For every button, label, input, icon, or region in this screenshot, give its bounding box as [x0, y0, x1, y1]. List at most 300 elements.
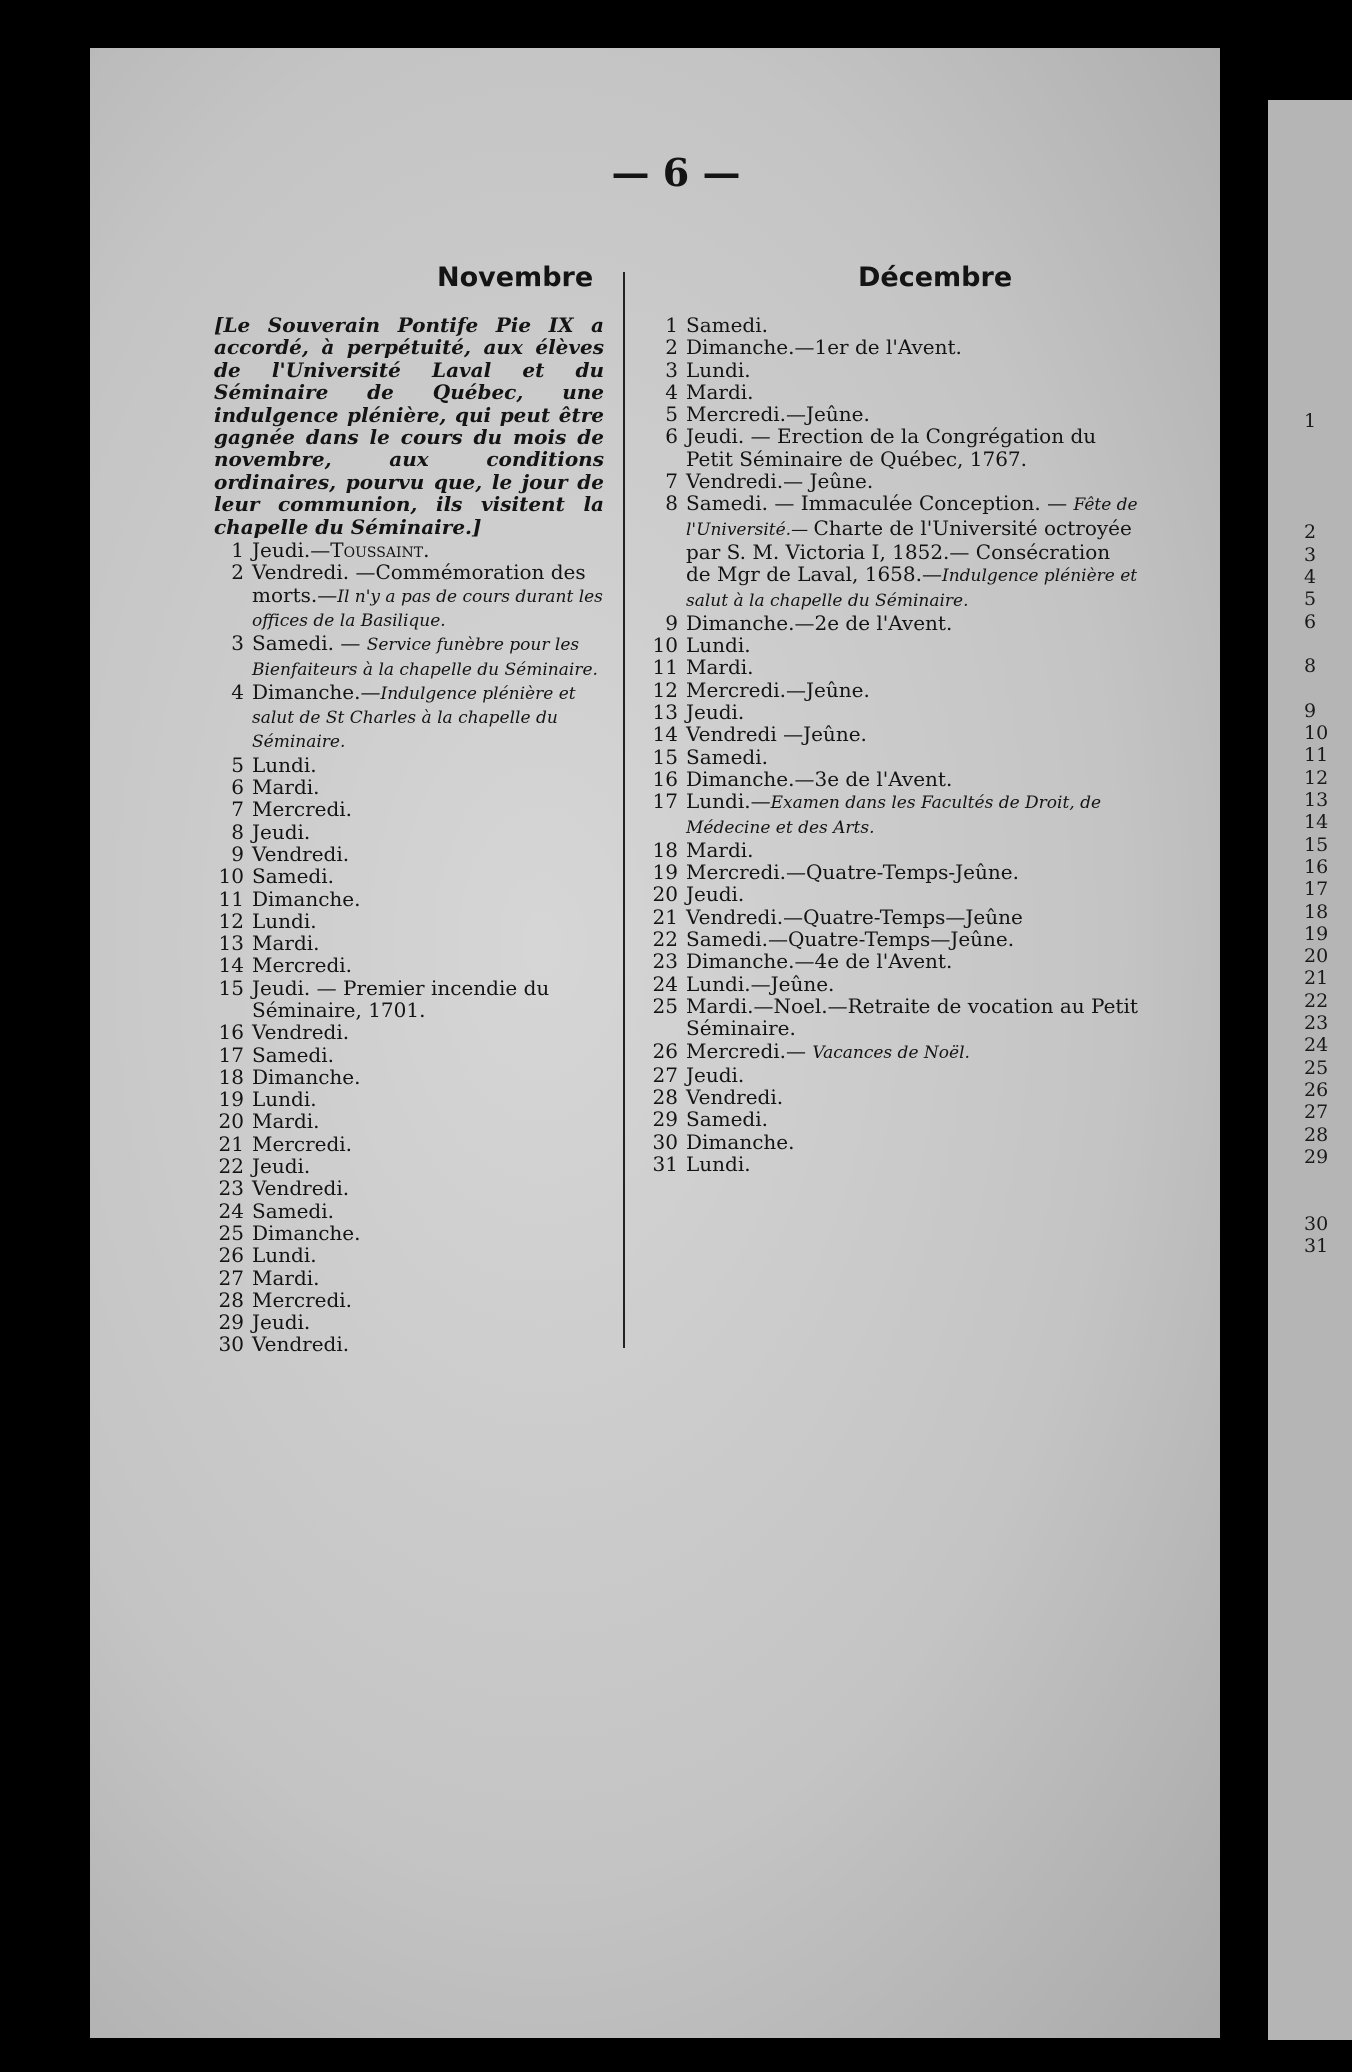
december-day-label: Lundi. [686, 1151, 751, 1176]
december-entry [648, 1108, 1138, 1130]
december-day-number: 13 [652, 700, 678, 725]
november-day-label: Dimanche. [252, 886, 361, 911]
november-day-number: 13 [218, 931, 244, 956]
adjacent-page-number: 24 [1304, 1034, 1329, 1057]
november-entry [214, 798, 604, 820]
november-day-text [252, 1110, 604, 1132]
december-day-number: 15 [652, 744, 678, 769]
december-list [648, 314, 1138, 1175]
december-day-text [686, 701, 1138, 723]
december-observance: Fête de l'Université.— [686, 495, 1138, 540]
adjacent-page-number: 23 [1304, 1012, 1329, 1035]
december-day-text [686, 995, 1138, 1040]
november-day-label: Samedi. [252, 864, 334, 889]
november-day-text [252, 954, 604, 976]
december-day-label: Mercredi.— [686, 1038, 813, 1063]
december-entry [648, 883, 1138, 905]
november-day-label: Lundi. [252, 752, 317, 777]
november-day-text [252, 1333, 604, 1355]
december-day-number: 21 [652, 904, 678, 929]
december-day-text [686, 723, 1138, 745]
november-day-text [252, 754, 604, 776]
december-day-text [686, 790, 1138, 839]
december-entry [648, 861, 1138, 883]
november-day-text [252, 681, 604, 754]
december-day-number: 24 [652, 971, 678, 996]
december-entry [648, 1040, 1138, 1064]
adjacent-page-number: 26 [1304, 1078, 1329, 1101]
december-day-text [686, 883, 1138, 905]
december-column [648, 314, 1138, 1175]
december-day-number: 28 [652, 1085, 678, 1110]
adjacent-page-number: 31 [1304, 1234, 1329, 1257]
december-day-number: 27 [652, 1062, 678, 1087]
november-entry [214, 1088, 604, 1110]
december-day-label: Dimanche.—1er de l'Avent. [686, 335, 962, 360]
november-day-label: Samedi. [252, 1198, 334, 1223]
december-day-text [686, 470, 1138, 492]
november-day-number: 20 [218, 1109, 244, 1134]
december-day-number: 3 [665, 357, 678, 382]
adjacent-page-number: 12 [1304, 766, 1329, 789]
december-day-text [686, 1040, 1138, 1064]
december-entry [648, 634, 1138, 656]
november-entry [214, 1021, 604, 1043]
adjacent-page-number: 30 [1304, 1212, 1329, 1235]
december-day-text [686, 634, 1138, 656]
november-note: [Le Souverain Pontife Pie IX a accordé, à perpétuité, aux élèves de l'Université Laval et du Séminaire de Québec, une indulgence plénière, qui peut être gagnée dans le cours du mois de novembre, aux conditions ordinaires, pourvu que, le jour de leur communion, ils visitent la chapelle du Séminaire.] [214, 313, 604, 539]
adjacent-page-number: 10 [1304, 722, 1329, 745]
november-day-label: Vendredi. —Commémoration des morts.— [252, 560, 586, 607]
december-entry [648, 790, 1138, 839]
november-day-text [252, 1088, 604, 1110]
december-entry [648, 656, 1138, 678]
december-day-text [686, 906, 1138, 928]
december-entry [648, 1064, 1138, 1086]
november-day-number: 2 [231, 560, 244, 585]
december-entry [648, 950, 1138, 972]
november-day-text [252, 561, 604, 632]
november-day-label: Jeudi. [252, 1154, 311, 1179]
november-day-text [252, 1044, 604, 1066]
adjacent-page-number: 19 [1304, 922, 1329, 945]
december-day-number: 20 [652, 882, 678, 907]
adjacent-page-number [1304, 455, 1328, 477]
november-day-text [252, 1244, 604, 1266]
december-day-label: Samedi. [686, 744, 768, 769]
december-day-label: Samedi. [686, 1107, 768, 1132]
november-entry [214, 1155, 604, 1177]
december-day-number: 2 [665, 335, 678, 360]
november-day-label: Mercredi. [252, 797, 353, 822]
november-day-text [252, 977, 604, 1022]
december-day-number: 31 [652, 1151, 678, 1176]
november-entry [214, 1267, 604, 1289]
adjacent-page-number: 1 [1304, 410, 1317, 432]
november-day-number: 10 [218, 864, 244, 889]
december-entry [648, 995, 1138, 1040]
december-day-number: 7 [665, 469, 678, 494]
november-day-number: 14 [218, 953, 244, 978]
december-entry [648, 1153, 1138, 1175]
december-day-label: Jeudi. — Erection de la Congrégation du Petit Séminaire de Québec, 1767. [686, 424, 1097, 471]
december-day-label: Vendredi. [686, 1085, 784, 1110]
adjacent-page-number: 11 [1304, 744, 1329, 767]
december-day-number: 11 [652, 655, 678, 680]
december-day-label: Mardi.—Noel.—Retraite de vocation au Petit Séminaire. [686, 993, 1138, 1041]
december-day-text [686, 679, 1138, 701]
adjacent-page-number [1304, 477, 1328, 499]
column-divider [623, 272, 625, 1348]
december-entry [648, 425, 1138, 470]
december-day-text [686, 381, 1138, 403]
november-day-label: Lundi. [252, 1243, 317, 1268]
november-day-label: Lundi. [252, 908, 317, 933]
december-day-label: Jeudi. [686, 1062, 745, 1087]
adjacent-page-number: 2 [1304, 521, 1317, 544]
december-day-label: Samedi. — Immaculée Conception. — [686, 491, 1074, 516]
december-day-number: 4 [665, 379, 678, 404]
november-day-number: 17 [218, 1042, 244, 1067]
december-day-text [686, 359, 1138, 381]
december-entry [648, 612, 1138, 634]
december-day-label: Mardi. [686, 655, 754, 680]
december-observance: Indulgence plénière et salut à la chapelle du Séminaire. [686, 566, 1138, 611]
november-day-text [252, 888, 604, 910]
december-day-number: 9 [665, 610, 678, 635]
december-day-number: 1 [665, 313, 678, 337]
november-day-number: 21 [218, 1131, 244, 1156]
november-entry [214, 1289, 604, 1311]
december-day-text [686, 612, 1138, 634]
adjacent-page-number [1304, 499, 1328, 521]
november-day-number: 29 [218, 1310, 244, 1335]
adjacent-page-number: 21 [1304, 967, 1329, 990]
adjacent-page-number: 25 [1304, 1056, 1329, 1079]
december-day-text [686, 973, 1138, 995]
november-day-text [252, 910, 604, 932]
november-day-text [252, 843, 604, 865]
november-day-label: Vendredi. [252, 1176, 350, 1201]
november-entry [214, 1177, 604, 1199]
december-entry [648, 973, 1138, 995]
november-feast: Toussaint. [330, 538, 430, 563]
page-number: — 6 — [611, 150, 741, 195]
december-day-number: 12 [652, 677, 678, 702]
november-entry [214, 843, 604, 865]
november-heading: Novembre [437, 262, 594, 293]
november-day-label: Dimanche. [252, 1220, 361, 1245]
november-day-label: Vendredi. [252, 1332, 350, 1357]
december-day-label: Mercredi.—Jeûne. [686, 677, 870, 702]
november-day-number: 15 [218, 975, 244, 1000]
december-day-label: Lundi.— [686, 789, 771, 814]
november-entry [214, 910, 604, 932]
adjacent-page-number: 18 [1304, 900, 1329, 923]
adjacent-page-number [1304, 1168, 1328, 1190]
november-day-number: 18 [218, 1064, 244, 1089]
november-day-label: Jeudi. — Premier incendie du Séminaire, 1701. [252, 975, 550, 1022]
november-day-number: 19 [218, 1087, 244, 1112]
adjacent-page-number: 28 [1304, 1123, 1329, 1146]
november-day-number: 1 [231, 538, 244, 563]
december-day-text [686, 950, 1138, 972]
december-day-number: 18 [652, 837, 678, 862]
november-day-text [252, 1133, 604, 1155]
adjacent-page-number: 9 [1304, 699, 1317, 722]
november-day-label: Mercredi. [252, 953, 353, 978]
november-day-text [252, 1289, 604, 1311]
adjacent-page-number: 15 [1304, 833, 1329, 856]
december-day-number: 17 [652, 789, 678, 814]
november-entry [214, 776, 604, 798]
november-day-number: 8 [231, 819, 244, 844]
november-day-label: Vendredi. [252, 1020, 350, 1045]
december-observance-detail: Charte de l'Université octroyée par S. M. Victoria I, 1852.— Consécration de Mgr de Laval, 1658.— [686, 515, 1132, 587]
december-day-text [686, 314, 1138, 336]
december-day-text [686, 1086, 1138, 1108]
november-day-number: 7 [231, 797, 244, 822]
november-day-number: 5 [231, 752, 244, 777]
december-day-number: 10 [652, 633, 678, 658]
november-day-number: 11 [218, 886, 244, 911]
november-entry [214, 632, 604, 681]
november-day-label: Samedi. — [252, 631, 367, 656]
december-day-label: Dimanche.—3e de l'Avent. [686, 766, 953, 791]
december-day-text [686, 1131, 1138, 1153]
november-day-number: 6 [231, 775, 244, 800]
december-day-text [686, 861, 1138, 883]
november-entry [214, 1133, 604, 1155]
november-entry [214, 1333, 604, 1355]
november-day-label: Dimanche.— [252, 679, 381, 704]
december-entry [648, 679, 1138, 701]
november-day-text [252, 1066, 604, 1088]
november-day-text [252, 1200, 604, 1222]
adjacent-page-number [1304, 1190, 1328, 1212]
december-day-label: Jeudi. [686, 700, 745, 725]
december-day-number: 14 [652, 722, 678, 747]
december-day-number: 8 [665, 491, 678, 516]
november-entry [214, 1110, 604, 1132]
december-entry [648, 492, 1138, 611]
november-entry [214, 1222, 604, 1244]
december-entry [648, 1131, 1138, 1153]
november-entry [214, 1311, 604, 1333]
adjacent-page-number: 22 [1304, 989, 1329, 1012]
december-day-number: 25 [652, 993, 678, 1018]
november-entry [214, 539, 604, 561]
december-day-label: Mercredi.—Jeûne. [686, 402, 870, 427]
december-day-label: Dimanche. [686, 1129, 795, 1154]
adjacent-page-number: 4 [1304, 566, 1317, 589]
december-day-text [686, 425, 1138, 470]
december-entry [648, 928, 1138, 950]
november-day-number: 4 [231, 679, 244, 704]
december-entry [648, 336, 1138, 358]
december-day-number: 16 [652, 766, 678, 791]
adjacent-page-number: 8 [1304, 655, 1317, 678]
december-heading: Décembre [858, 262, 1013, 293]
november-day-label: Mercredi. [252, 1131, 353, 1156]
december-entry [648, 746, 1138, 768]
adjacent-page-number: 27 [1304, 1101, 1329, 1124]
november-observance: Service funèbre pour les Bienfaiteurs à la chapelle du Séminaire. [252, 635, 598, 680]
december-day-label: Vendredi.—Quatre-Temps—Jeûne [686, 904, 1023, 929]
november-day-text [252, 821, 604, 843]
december-entry [648, 839, 1138, 861]
november-day-text [252, 632, 604, 681]
december-day-number: 29 [652, 1107, 678, 1132]
november-day-number: 24 [218, 1198, 244, 1223]
december-day-number: 5 [665, 402, 678, 427]
december-entry [648, 701, 1138, 723]
november-day-text [252, 1267, 604, 1289]
november-day-label: Vendredi. [252, 841, 350, 866]
november-day-number: 3 [231, 631, 244, 656]
adjacent-page-number: 5 [1304, 588, 1317, 611]
november-entry [214, 1200, 604, 1222]
december-day-label: Dimanche.—4e de l'Avent. [686, 949, 953, 974]
november-observance: Indulgence plénière et salut de St Charles à la chapelle du Séminaire. [252, 683, 576, 753]
december-day-label: Jeudi. [686, 882, 745, 907]
november-day-text [252, 776, 604, 798]
adjacent-page-number: 16 [1304, 855, 1329, 878]
december-day-number: 6 [665, 424, 678, 449]
november-day-number: 23 [218, 1176, 244, 1201]
november-day-number: 30 [218, 1332, 244, 1357]
december-entry [648, 403, 1138, 425]
december-day-text [686, 492, 1138, 611]
december-entry [648, 381, 1138, 403]
november-entry [214, 865, 604, 887]
adjacent-page-number [1304, 633, 1328, 655]
november-day-label: Mardi. [252, 1109, 320, 1134]
december-day-text [686, 768, 1138, 790]
december-entry [648, 723, 1138, 745]
december-day-text [686, 1108, 1138, 1130]
november-day-text [252, 865, 604, 887]
december-day-label: Mercredi.—Quatre-Temps-Jeûne. [686, 860, 1019, 885]
adjacent-page-number: 3 [1304, 543, 1317, 566]
november-day-number: 22 [218, 1154, 244, 1179]
november-day-text [252, 1021, 604, 1043]
december-day-text [686, 746, 1138, 768]
december-day-text [686, 403, 1138, 425]
november-entry [214, 1044, 604, 1066]
november-day-label: Samedi. [252, 1042, 334, 1067]
december-day-label: Samedi.—Quatre-Temps—Jeûne. [686, 927, 1015, 952]
november-entry [214, 561, 604, 632]
november-observance: Il n'y a pas de cours durant les offices de la Basilique. [252, 586, 603, 631]
december-entry [648, 359, 1138, 381]
december-day-label: Mardi. [686, 379, 754, 404]
november-entry [214, 754, 604, 776]
november-day-text [252, 798, 604, 820]
december-day-label: Mardi. [686, 837, 754, 862]
november-day-label: Lundi. [252, 1087, 317, 1112]
november-entry [214, 1066, 604, 1088]
november-day-label: Jeudi. [252, 1310, 311, 1335]
november-day-label: Mercredi. [252, 1287, 353, 1312]
adjacent-page-number: 13 [1304, 789, 1329, 812]
november-day-number: 27 [218, 1265, 244, 1290]
december-day-label: Lundi.—Jeûne. [686, 971, 835, 996]
november-day-number: 16 [218, 1020, 244, 1045]
adjacent-page-numbers [1304, 410, 1328, 1257]
november-day-number: 26 [218, 1243, 244, 1268]
adjacent-page-number: 6 [1304, 610, 1317, 633]
adjacent-page-number: 14 [1304, 811, 1329, 834]
december-day-number: 19 [652, 860, 678, 885]
december-day-number: 23 [652, 949, 678, 974]
december-day-number: 22 [652, 927, 678, 952]
november-day-label: Dimanche. [252, 1064, 361, 1089]
december-day-label: Lundi. [686, 357, 751, 382]
november-entry [214, 821, 604, 843]
december-entry [648, 1086, 1138, 1108]
november-day-text [252, 1222, 604, 1244]
november-day-text [252, 932, 604, 954]
adjacent-page-number: 17 [1304, 878, 1329, 901]
november-day-text [252, 1155, 604, 1177]
december-observance: Examen dans les Facultés de Droit, de Médecine et des Arts. [686, 793, 1102, 838]
november-column [214, 314, 604, 1356]
adjacent-page-number: 20 [1304, 945, 1329, 968]
november-day-label: Mardi. [252, 1265, 320, 1290]
november-list [214, 539, 604, 1356]
november-day-number: 12 [218, 908, 244, 933]
december-day-label: Samedi. [686, 313, 768, 337]
december-day-text [686, 336, 1138, 358]
adjacent-page-number [1304, 432, 1328, 454]
december-day-label: Dimanche.—2e de l'Avent. [686, 610, 953, 635]
december-entry [648, 768, 1138, 790]
november-day-label: Jeudi. [252, 819, 311, 844]
november-entry [214, 932, 604, 954]
november-day-text [252, 1177, 604, 1199]
december-day-text [686, 656, 1138, 678]
december-entry [648, 470, 1138, 492]
adjacent-page-number [1304, 678, 1328, 700]
november-day-label: Mardi. [252, 775, 320, 800]
november-entry [214, 954, 604, 976]
adjacent-page-number: 29 [1304, 1145, 1329, 1168]
november-day-number: 9 [231, 841, 244, 866]
november-day-text [252, 1311, 604, 1333]
december-observance: Vacances de Noël. [812, 1042, 970, 1063]
december-day-label: Vendredi.— Jeûne. [686, 469, 874, 494]
december-day-number: 26 [652, 1038, 678, 1063]
november-entry [214, 977, 604, 1022]
december-day-label: Vendredi —Jeûne. [686, 722, 867, 747]
november-entry [214, 681, 604, 754]
december-day-text [686, 839, 1138, 861]
december-day-text [686, 1064, 1138, 1086]
november-day-label: Jeudi.— [252, 538, 331, 563]
november-entry [214, 1244, 604, 1266]
december-day-label: Lundi. [686, 633, 751, 658]
december-day-text [686, 1153, 1138, 1175]
november-day-label: Mardi. [252, 931, 320, 956]
november-day-number: 25 [218, 1220, 244, 1245]
december-day-text [686, 928, 1138, 950]
november-entry [214, 888, 604, 910]
december-entry [648, 314, 1138, 336]
december-entry [648, 906, 1138, 928]
november-day-text [252, 539, 604, 561]
november-day-number: 28 [218, 1287, 244, 1312]
